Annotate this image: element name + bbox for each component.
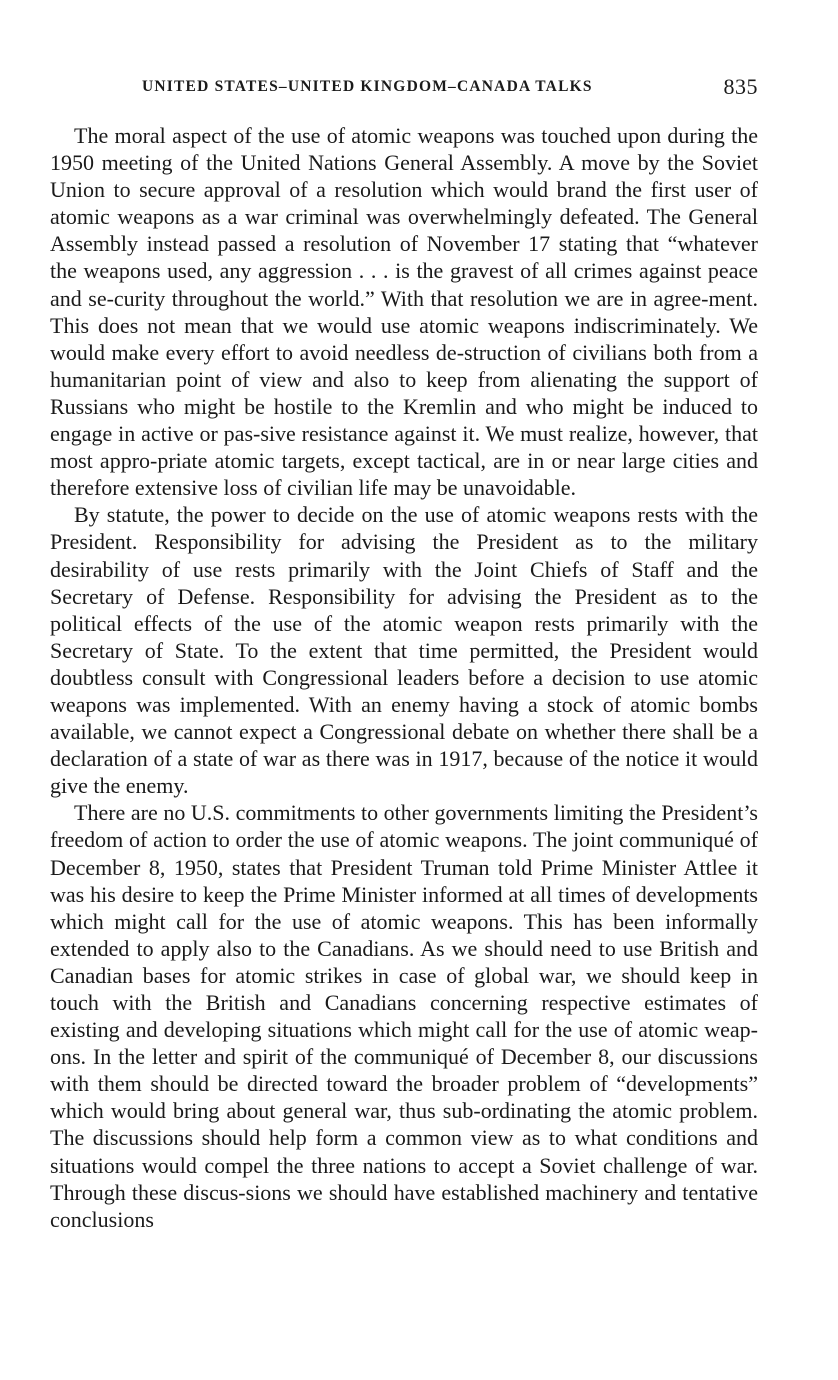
paragraph-by-statute: By statute, the power to decide on the use of atomic weapons rests with the President. Responsibility for advising the President as to the military desirability of use rests primarily with the Joint Chiefs of Staff and the Secretary of Defense. Responsibility for advising the President as to the political effects of the use of the atomic weapon rests primarily with the Secretary of State. To the extent that time permitted, the President would doubtless consult with Congressional leaders before a decision to use atomic weapons was implemented. With an enemy having a stock of atomic bombs available, we cannot expect a Congressional debate on whether there shall be a declaration of a state of war as there was in 1917, because of the notice it would give the enemy.: [50, 502, 758, 799]
running-title: UNITED STATES–UNITED KINGDOM–CANADA TALKS: [142, 78, 593, 95]
running-header: [50, 68, 758, 112]
paragraph-moral-aspect: The moral aspect of the use of atomic weapons was touched upon during the 1950 meeting of the United Nations General Assembly. A move by the Soviet Union to secure approval of a resolution which would brand the first user of atomic weapons as a war criminal was overwhelmingly defeated. The General Assembly instead passed a resolution of November 17 stating that “whatever the weapons used, any aggression . . . is the gravest of all crimes against peace and se-curity throughout the world.” With that resolution we are in agree-ment. This does not mean that we would use atomic weapons indiscriminately. We would make every effort to avoid needless de-struction of civilians both from a humanitarian point of view and also to keep from alienating the support of Russians who might be hostile to the Kremlin and who might be induced to engage in active or pas-sive resistance against it. We must realize, however, that most appro-priate atomic targets, except tactical, are in or near large cities and therefore extensive loss of civilian life may be unavoidable.: [50, 123, 758, 501]
body-text: [50, 122, 758, 1233]
document-page: [50, 68, 758, 1233]
paragraph-commitments: There are no U.S. commitments to other governments limiting the President’s freedom of action to order the use of atomic weapons. The joint communiqué of December 8, 1950, states that President Truman told Prime Minister Attlee it was his desire to keep the Prime Minister informed at all times of developments which might call for the use of atomic weapons. This has been informally extended to apply also to the Canadians. As we should need to use British and Canadian bases for atomic strikes in case of global war, we should keep in touch with the British and Canadians concerning respective estimates of existing and developing situations which might call for the use of atomic weap-ons. In the letter and spirit of the communiqué of December 8, our discussions with them should be directed toward the broader problem of “developments” which would bring about general war, thus sub-ordinating the atomic problem. The discussions should help form a common view as to what conditions and situations would compel the three nations to accept a Soviet challenge of war. Through these discus-sions we should have established machinery and tentative conclusions: [50, 800, 758, 1232]
page-number: 835: [723, 74, 758, 99]
